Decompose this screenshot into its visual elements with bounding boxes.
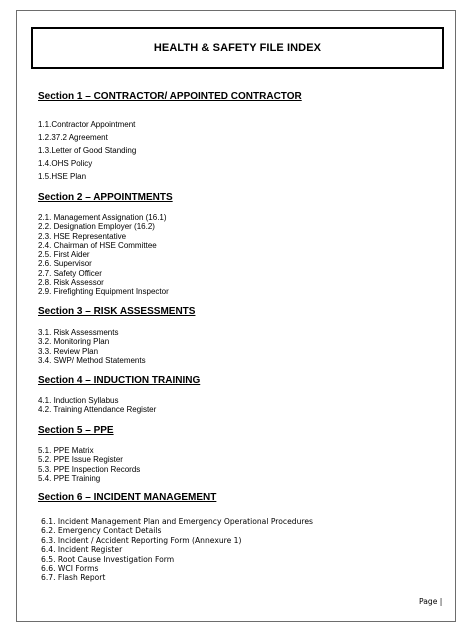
section-1-heading: Section 1 – CONTRACTOR/ APPOINTED CONTRACTOR — [38, 91, 302, 102]
section-4-heading: Section 4 – INDUCTION TRAINING — [38, 375, 201, 386]
list-item: 4.2. Training Attendance Register — [38, 405, 157, 415]
page-footer: Page | — [419, 597, 443, 606]
list-item: 2.5. First Aider — [38, 250, 90, 260]
list-item: 2.6. Supervisor — [38, 259, 92, 269]
list-item: 4.1. Induction Syllabus — [38, 396, 119, 405]
list-item: 2.2. Designation Employer (16.2) — [38, 222, 155, 232]
section-2-list — [38, 213, 169, 297]
section-1-list — [38, 118, 136, 183]
list-item: 3.3. Review Plan — [38, 346, 99, 356]
section-4-list — [38, 396, 156, 415]
list-item: 2.9. Firefighting Equipment Inspector — [38, 287, 169, 297]
list-item: 5.4. PPE Training — [38, 473, 101, 483]
list-item: 2.7. Safety Officer — [38, 268, 102, 278]
list-item: 2.3. HSE Representative — [38, 231, 127, 241]
list-item: 3.2. Monitoring Plan — [38, 337, 110, 347]
list-item: 6.5. Root Cause Investigation Form — [41, 554, 175, 564]
list-item: 2.4. Chairman of HSE Committee — [38, 240, 157, 250]
list-item: 1.1.Contractor Appointment — [38, 120, 136, 129]
title-box — [31, 27, 444, 69]
list-item: 6.3. Incident / Accident Reporting Form (Annexure 1) — [41, 535, 242, 545]
section-5-heading: Section 5 – PPE — [38, 425, 114, 436]
list-item: 2.8. Risk Assessor — [38, 278, 104, 288]
list-item: 6.2. Emergency Contact Details — [41, 526, 162, 536]
list-item: 5.1. PPE Matrix — [38, 446, 94, 455]
list-item: 1.4.OHS Policy — [38, 159, 93, 168]
section-3-list — [38, 328, 146, 365]
document-title: HEALTH & SAFETY FILE INDEX — [153, 42, 322, 54]
list-item: 2.1. Management Assignation (16.1) — [38, 213, 167, 222]
section-6-heading: Section 6 – INCIDENT MANAGEMENT — [38, 492, 217, 503]
list-item: 5.2. PPE Issue Register — [38, 455, 123, 465]
list-item: 6.6. WCI Forms — [41, 563, 99, 573]
list-item: 1.3.Letter of Good Standing — [38, 146, 137, 155]
list-item: 6.1. Incident Management Plan and Emergency Operational Procedures — [41, 517, 313, 526]
list-item: 3.4. SWP/ Method Statements — [38, 355, 146, 365]
section-2-heading: Section 2 – APPOINTMENTS — [38, 192, 173, 203]
list-item: 1.2.37.2 Agreement — [38, 133, 108, 142]
list-item: 3.1. Risk Assessments — [38, 328, 119, 337]
list-item: 1.5.HSE Plan — [38, 172, 87, 181]
section-5-list — [38, 446, 140, 483]
list-item: 6.7. Flash Report — [41, 573, 106, 583]
list-item: 5.3. PPE Inspection Records — [38, 464, 141, 474]
section-6-list — [41, 517, 313, 583]
list-item: 6.4. Incident Register — [41, 545, 123, 555]
section-3-heading: Section 3 – RISK ASSESSMENTS — [38, 306, 196, 317]
